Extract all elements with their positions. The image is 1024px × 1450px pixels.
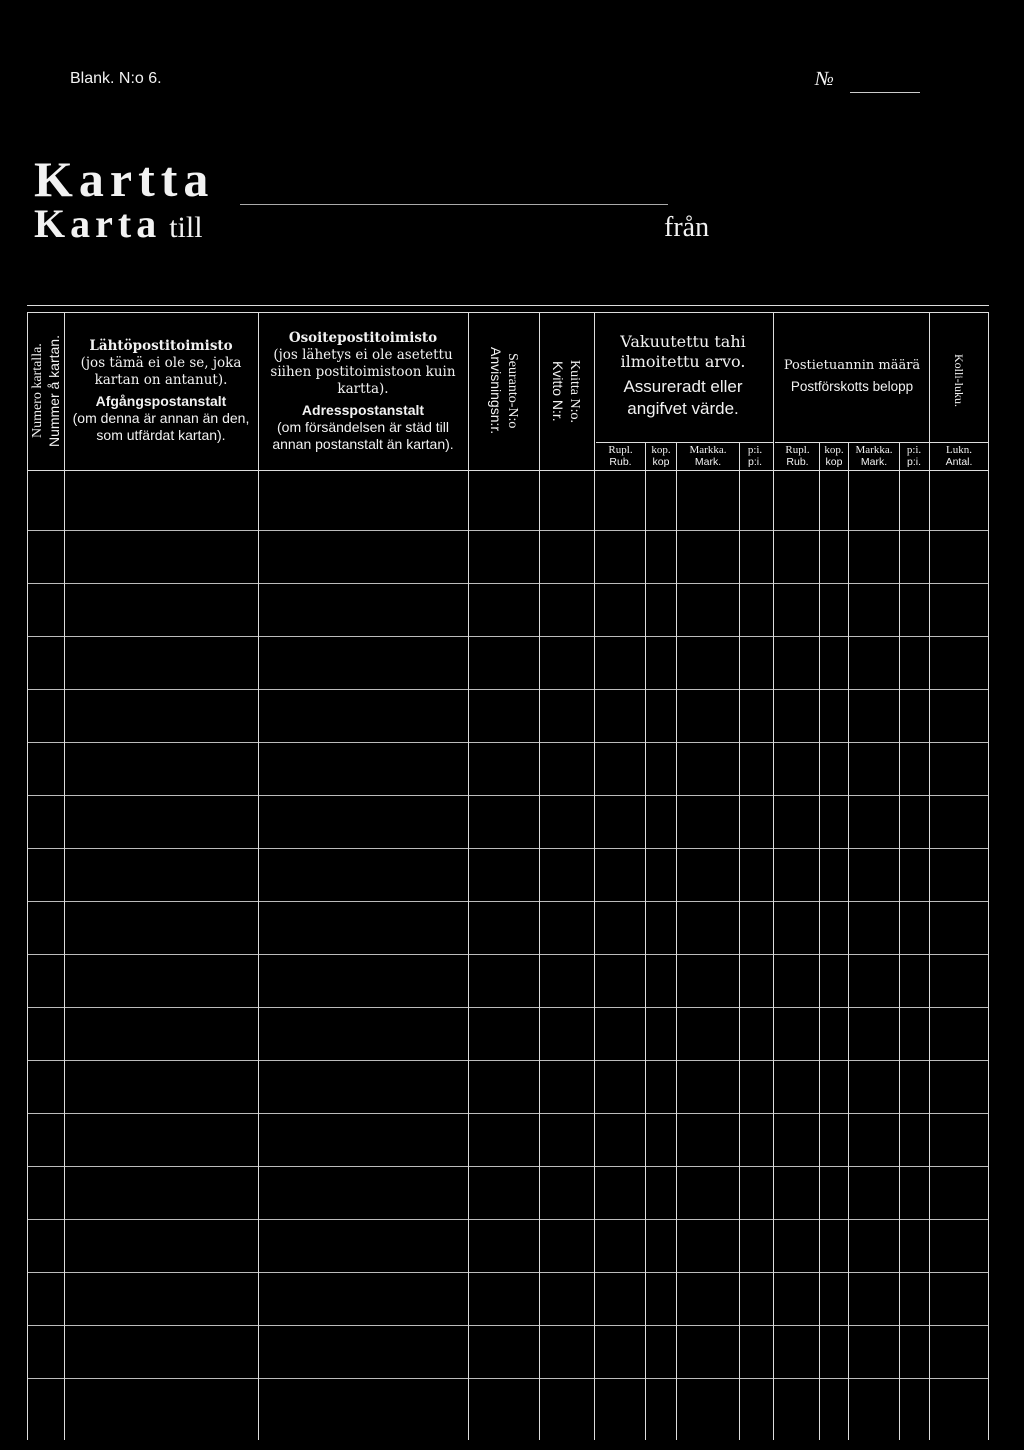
header-number-on-card xyxy=(28,314,64,468)
row-rule xyxy=(27,1378,988,1379)
table-top-rule xyxy=(27,305,989,306)
subcolumn-divider xyxy=(848,442,849,1440)
subcolumn-divider xyxy=(739,442,740,1440)
title-till: till xyxy=(169,211,203,244)
header-receipt-number xyxy=(540,314,592,468)
header-departure-office xyxy=(65,316,257,466)
subheader-rule xyxy=(930,442,988,443)
header-number-fi: Numero kartalla. xyxy=(30,343,45,439)
subcolumn-divider xyxy=(645,442,646,1440)
header-insured-sv: Assureradt eller angifvet värde. xyxy=(623,377,743,418)
subheader-rule xyxy=(596,442,773,443)
header-cod-amount xyxy=(776,316,928,436)
subheader-cod-mark: Markka. Mark. xyxy=(855,444,893,468)
header-instruction-fi: Seuranto-N:o xyxy=(505,353,520,429)
destination-blank-line xyxy=(240,204,668,205)
subheader-insured-penni: p:i. p:i. xyxy=(747,444,763,468)
row-rule xyxy=(27,1060,988,1061)
row-rule xyxy=(27,1272,988,1273)
header-insured-fi: Vakuutettu tahi ilmoitettu arvo. xyxy=(620,332,746,371)
form-number: Blank. N:o 6. xyxy=(70,70,162,87)
column-divider xyxy=(594,312,595,1440)
row-rule xyxy=(27,901,988,902)
column-divider xyxy=(64,312,65,1440)
subheader-cod-rub: Rupl. Rub. xyxy=(785,444,810,468)
column-divider xyxy=(468,312,469,1440)
row-rule xyxy=(27,689,988,690)
subheader-rule xyxy=(775,442,929,443)
header-departure-fi-title: Lähtöpostitoimisto xyxy=(89,338,233,354)
subheader-insured-rub: Rupl. Rub. xyxy=(608,444,633,468)
subheader-insured-kop: kop. kop xyxy=(651,444,671,468)
header-parcel-fi: Kolli-luku. xyxy=(952,353,966,407)
column-divider xyxy=(539,312,540,1440)
header-address-sv-note: (om försändelsen är städ till annan postanstalt än kartan). xyxy=(272,418,454,452)
header-parcel-sv2: Antal. xyxy=(945,456,973,468)
header-insured-value xyxy=(596,316,770,436)
header-departure-sv-title: Afgångspostanstalt xyxy=(95,393,227,409)
title-from: från xyxy=(664,212,710,243)
subcolumn-divider xyxy=(899,442,900,1440)
subheader-insured-mark: Markka. Mark. xyxy=(689,444,727,468)
row-rule xyxy=(27,1166,988,1167)
row-rule xyxy=(27,954,988,955)
header-parcel-sv: Lukn. xyxy=(946,444,972,456)
header-address-fi-note: (jos lähetys ei ole asetettu siihen postitoimistoon kuin kartta). xyxy=(270,346,456,397)
row-rule xyxy=(27,848,988,849)
row-rule xyxy=(27,1007,988,1008)
header-cod-fi: Postietuannin määrä xyxy=(783,358,921,373)
row-rule xyxy=(27,795,988,796)
row-rule xyxy=(27,1219,988,1220)
header-departure-sv-note: (om denna är annan än den, som utfärdat kartan). xyxy=(72,410,250,443)
title-finnish: Kartta xyxy=(34,151,215,207)
subcolumn-divider xyxy=(819,442,820,1440)
row-rule xyxy=(27,1113,988,1114)
header-parcel-sub xyxy=(931,444,987,468)
title-karta: Karta xyxy=(34,201,162,246)
table-top-rule-inner xyxy=(27,312,989,313)
header-bottom-rule xyxy=(27,470,989,471)
header-address-fi-title: Osoitepostitoimisto xyxy=(288,329,438,346)
header-parcel-count xyxy=(931,318,987,442)
column-divider xyxy=(258,312,259,1440)
column-divider xyxy=(929,312,930,1440)
header-receipt-fi: Kuitta N:o. xyxy=(567,359,582,423)
header-cod-sv: Postförskotts belopp xyxy=(790,379,914,394)
row-rule xyxy=(27,742,988,743)
column-divider xyxy=(988,312,989,1440)
number-blank-line xyxy=(850,92,920,93)
row-rule xyxy=(27,583,988,584)
header-address-office xyxy=(259,316,467,466)
header-instruction-sv: Anvisningsn:r. xyxy=(488,347,504,435)
number-sign: № xyxy=(815,68,834,90)
column-divider xyxy=(773,312,774,1440)
row-rule xyxy=(27,636,988,637)
subheader-cod-penni: p:i. p:i. xyxy=(906,444,922,468)
title-swedish xyxy=(34,200,203,247)
header-instruction-number xyxy=(470,314,538,468)
header-address-sv-title: Adresspostanstalt xyxy=(301,401,425,418)
header-receipt-sv: Kvitto N:r. xyxy=(550,360,566,422)
header-number-sv: Nummer å kartan. xyxy=(46,334,62,448)
header-departure-fi-note: (jos tämä ei ole se, joka kartan on antanut). xyxy=(80,355,242,388)
row-rule xyxy=(27,1325,988,1326)
column-divider xyxy=(27,312,28,1440)
subheader-cod-kop: kop. kop xyxy=(824,444,844,468)
row-rule xyxy=(27,530,988,531)
subcolumn-divider xyxy=(676,442,677,1440)
